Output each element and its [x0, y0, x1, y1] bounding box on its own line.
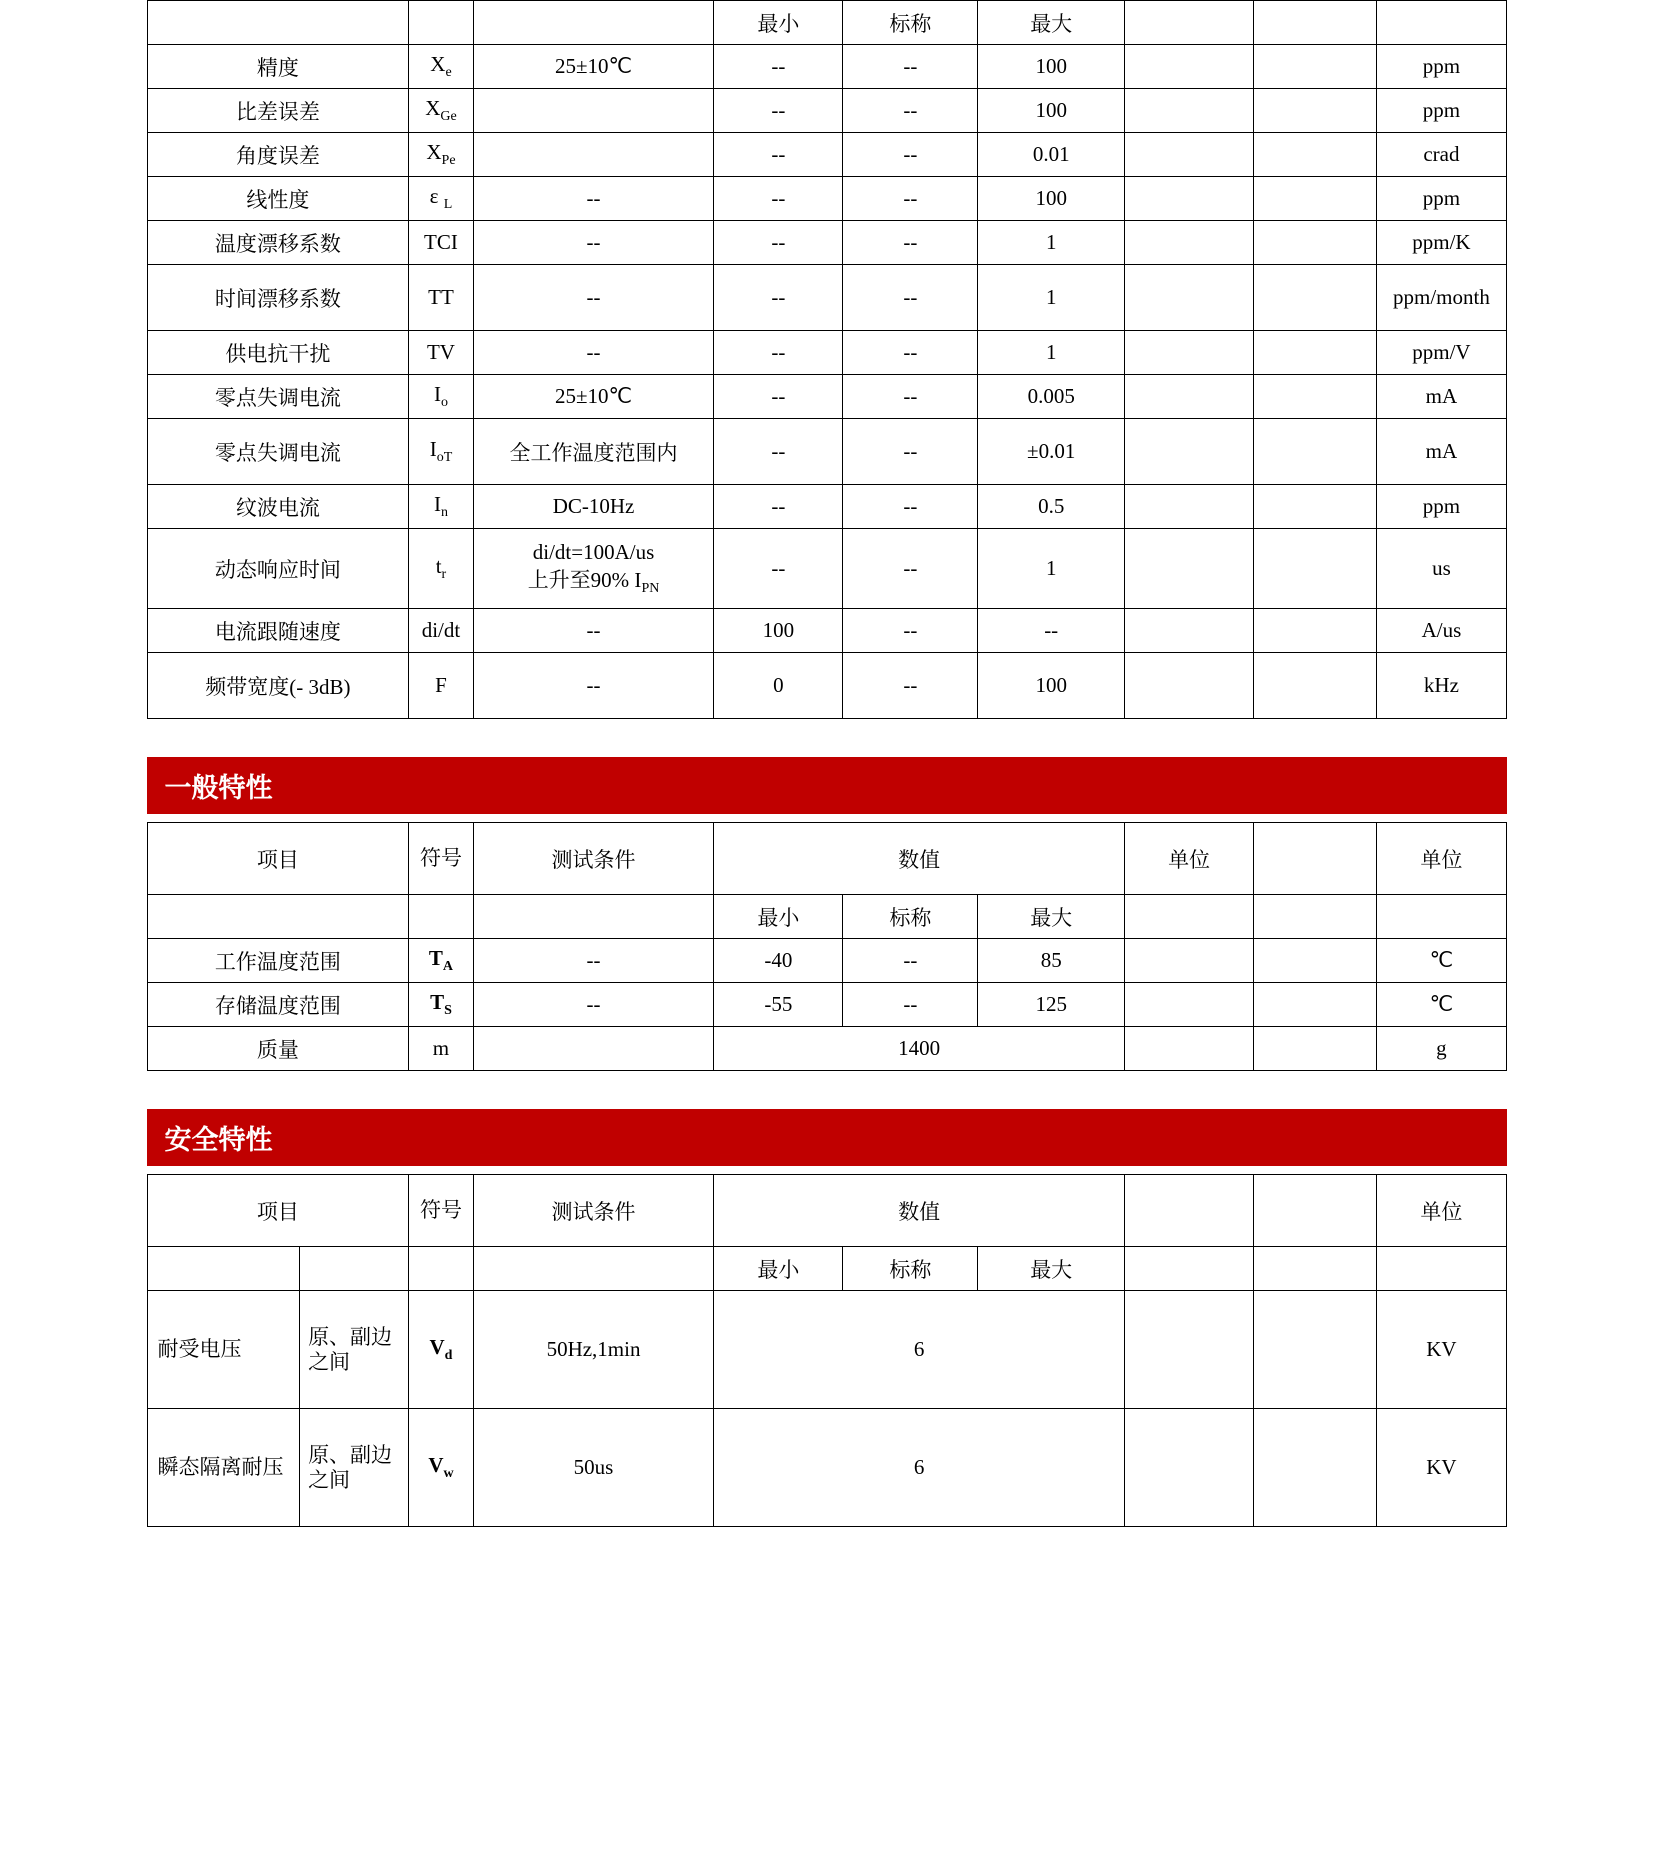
subheader-max: 最大 — [978, 1, 1125, 45]
blank-cell — [1125, 1027, 1254, 1071]
table-row — [147, 419, 1506, 485]
blank-cell — [1125, 45, 1254, 89]
param-name: 供电抗干扰 — [147, 331, 409, 375]
header-blank-2 — [1254, 1175, 1377, 1247]
param-unit: mA — [1377, 375, 1506, 419]
param-symbol: ε $_L$ — [409, 177, 474, 221]
table-row — [147, 1291, 1506, 1409]
blank-cell — [1125, 895, 1254, 939]
blank-cell — [1125, 939, 1254, 983]
param-max: 100 — [978, 89, 1125, 133]
general-characteristics-table — [147, 822, 1507, 1071]
electrical-characteristics-table — [147, 0, 1507, 719]
blank-cell — [1254, 419, 1377, 485]
param-max: 1 — [978, 265, 1125, 331]
param-condition: 25±10℃ — [473, 45, 714, 89]
table-row — [147, 1027, 1506, 1071]
blank-cell — [1254, 221, 1377, 265]
param-name: 瞬态隔离耐压 — [147, 1409, 300, 1527]
header-unit-1: 单位 — [1125, 823, 1254, 895]
blank-cell — [1254, 265, 1377, 331]
blank-cell — [300, 1247, 409, 1291]
param-unit: kHz — [1377, 653, 1506, 719]
blank-cell — [1125, 331, 1254, 375]
param-condition: 50us — [473, 1409, 714, 1527]
param-min: 0 — [714, 653, 843, 719]
param-name: 工作温度范围 — [147, 939, 409, 983]
subheader-min: 最小 — [714, 895, 843, 939]
table-row — [147, 653, 1506, 719]
blank-cell — [147, 895, 409, 939]
blank-cell — [1125, 485, 1254, 529]
param-symbol: di/dt — [409, 609, 474, 653]
param-symbol: $V_d$ — [409, 1291, 474, 1409]
param-symbol: $T_A$ — [409, 939, 474, 983]
param-symbol: $X_e$ — [409, 45, 474, 89]
spacer — [0, 814, 1653, 822]
param-name: 角度误差 — [147, 133, 409, 177]
param-nom: -- — [843, 529, 978, 609]
table-row — [147, 89, 1506, 133]
table-row — [147, 609, 1506, 653]
blank-cell — [1254, 983, 1377, 1027]
param-condition: 全工作温度范围内 — [473, 419, 714, 485]
param-symbol: m — [409, 1027, 474, 1071]
subheader-min: 最小 — [714, 1, 843, 45]
param-name: 精度 — [147, 45, 409, 89]
param-max: -- — [978, 609, 1125, 653]
param-min: -- — [714, 89, 843, 133]
table-row — [147, 221, 1506, 265]
table-row — [147, 177, 1506, 221]
blank-cell — [1254, 331, 1377, 375]
table-subheader-row — [147, 1247, 1506, 1291]
blank-cell — [1125, 221, 1254, 265]
table-row — [147, 983, 1506, 1027]
blank-cell — [1125, 653, 1254, 719]
param-unit: ppm — [1377, 89, 1506, 133]
param-nom: -- — [843, 485, 978, 529]
header-condition: 测试条件 — [473, 823, 714, 895]
param-symbol: $X_{Ge}$ — [409, 89, 474, 133]
param-unit: ℃ — [1377, 983, 1506, 1027]
table-row — [147, 939, 1506, 983]
blank-cell — [1125, 1, 1254, 45]
param-nom: -- — [843, 331, 978, 375]
param-max: 100 — [978, 45, 1125, 89]
blank-cell — [1254, 529, 1377, 609]
blank-cell — [1254, 1, 1377, 45]
param-max: 85 — [978, 939, 1125, 983]
param-unit: ppm/V — [1377, 331, 1506, 375]
blank-cell — [1254, 1409, 1377, 1527]
blank-cell — [1125, 609, 1254, 653]
param-name: 存储温度范围 — [147, 983, 409, 1027]
param-unit: KV — [1377, 1409, 1506, 1527]
param-condition: DC-10Hz — [473, 485, 714, 529]
table-row — [147, 45, 1506, 89]
safety-characteristics-table — [147, 1174, 1507, 1527]
param-condition: -- — [473, 939, 714, 983]
param-max: 0.005 — [978, 375, 1125, 419]
param-unit: mA — [1377, 419, 1506, 485]
blank-cell — [1125, 1291, 1254, 1409]
param-min: -- — [714, 45, 843, 89]
param-unit: ppm/K — [1377, 221, 1506, 265]
subheader-nom: 标称 — [843, 1, 978, 45]
header-blank-1 — [1125, 1175, 1254, 1247]
param-nom: -- — [843, 221, 978, 265]
table-header-row — [147, 823, 1506, 895]
param-value-merged: 6 — [714, 1291, 1125, 1409]
param-max: 1 — [978, 221, 1125, 265]
param-symbol: $X_{Pe}$ — [409, 133, 474, 177]
param-unit: ppm — [1377, 45, 1506, 89]
param-min: -- — [714, 485, 843, 529]
header-item: 项目 — [147, 1175, 409, 1247]
param-name: 质量 — [147, 1027, 409, 1071]
param-symbol: TT — [409, 265, 474, 331]
param-nom: -- — [843, 609, 978, 653]
param-min: -- — [714, 419, 843, 485]
table-row — [147, 1409, 1506, 1527]
table-row — [147, 265, 1506, 331]
param-name: 零点失调电流 — [147, 419, 409, 485]
blank-cell — [473, 1027, 714, 1071]
param-min: -40 — [714, 939, 843, 983]
table-row — [147, 133, 1506, 177]
table-subheader-row — [147, 1, 1506, 45]
param-symbol: $I_o$ — [409, 375, 474, 419]
blank-cell — [1125, 133, 1254, 177]
param-min: -- — [714, 529, 843, 609]
header-value: 数值 — [714, 1175, 1125, 1247]
param-nom: -- — [843, 265, 978, 331]
blank-cell — [1254, 45, 1377, 89]
section-title-general: 一般特性 — [147, 757, 1507, 814]
blank-cell — [1377, 895, 1506, 939]
param-name: 时间漂移系数 — [147, 265, 409, 331]
param-nom: -- — [843, 419, 978, 485]
subheader-max: 最大 — [978, 895, 1125, 939]
param-max: 100 — [978, 653, 1125, 719]
param-min: -- — [714, 177, 843, 221]
blank-cell — [1254, 177, 1377, 221]
blank-cell — [1254, 89, 1377, 133]
param-unit: ℃ — [1377, 939, 1506, 983]
param-unit: ppm/month — [1377, 265, 1506, 331]
blank-cell — [1125, 1409, 1254, 1527]
param-unit: us — [1377, 529, 1506, 609]
blank-cell — [1254, 653, 1377, 719]
blank-cell — [1125, 529, 1254, 609]
subheader-nom: 标称 — [843, 895, 978, 939]
param-condition: 25±10℃ — [473, 375, 714, 419]
blank-cell — [1254, 1291, 1377, 1409]
param-nom: -- — [843, 983, 978, 1027]
param-name: 频带宽度(- 3dB) — [147, 653, 409, 719]
param-condition: -- — [473, 331, 714, 375]
header-value: 数值 — [714, 823, 1125, 895]
param-unit: ppm — [1377, 177, 1506, 221]
subheader-min: 最小 — [714, 1247, 843, 1291]
blank-cell — [409, 1, 474, 45]
param-unit: ppm — [1377, 485, 1506, 529]
param-condition: -- — [473, 177, 714, 221]
param-nom: -- — [843, 653, 978, 719]
header-blank — [1254, 823, 1377, 895]
blank-cell — [147, 1, 409, 45]
param-min: -- — [714, 133, 843, 177]
param-max: 125 — [978, 983, 1125, 1027]
param-symbol: $I_{oT}$ — [409, 419, 474, 485]
condition-line-2: 上升至90% $I_{PN}$ — [527, 568, 660, 597]
header-symbol: 符号 — [409, 823, 474, 895]
param-symbol: TV — [409, 331, 474, 375]
param-name: 耐受电压 — [147, 1291, 300, 1409]
header-unit: 单位 — [1377, 1175, 1506, 1247]
blank-cell — [1254, 485, 1377, 529]
param-name: 比差误差 — [147, 89, 409, 133]
param-unit: g — [1377, 1027, 1506, 1071]
blank-cell — [1125, 265, 1254, 331]
table-row — [147, 331, 1506, 375]
param-side: 原、副边之间 — [300, 1291, 409, 1409]
blank-cell — [1254, 939, 1377, 983]
param-nom: -- — [843, 375, 978, 419]
spacer — [0, 719, 1653, 757]
blank-cell — [1254, 1027, 1377, 1071]
table-row — [147, 375, 1506, 419]
subheader-nom: 标称 — [843, 1247, 978, 1291]
param-min: -- — [714, 331, 843, 375]
blank-cell — [409, 895, 474, 939]
param-max: 100 — [978, 177, 1125, 221]
param-nom: -- — [843, 45, 978, 89]
param-name: 纹波电流 — [147, 485, 409, 529]
param-value-merged: 6 — [714, 1409, 1125, 1527]
blank-cell — [1125, 89, 1254, 133]
blank-cell — [473, 1247, 714, 1291]
param-max: ±0.01 — [978, 419, 1125, 485]
blank-cell — [1377, 1, 1506, 45]
param-side: 原、副边之间 — [300, 1409, 409, 1527]
param-min: -55 — [714, 983, 843, 1027]
blank-cell — [473, 895, 714, 939]
param-min: -- — [714, 265, 843, 331]
param-condition — [473, 89, 714, 133]
table-header-row — [147, 1175, 1506, 1247]
param-max: 0.5 — [978, 485, 1125, 529]
param-max: 1 — [978, 529, 1125, 609]
blank-cell — [1125, 419, 1254, 485]
param-min: -- — [714, 221, 843, 265]
param-nom: -- — [843, 177, 978, 221]
param-name: 温度漂移系数 — [147, 221, 409, 265]
param-nom: -- — [843, 133, 978, 177]
param-unit: A/us — [1377, 609, 1506, 653]
param-symbol: $I_n$ — [409, 485, 474, 529]
param-condition: -- — [473, 983, 714, 1027]
blank-cell — [1125, 375, 1254, 419]
table-row — [147, 485, 1506, 529]
param-nom: -- — [843, 939, 978, 983]
param-name: 电流跟随速度 — [147, 609, 409, 653]
param-min: -- — [714, 375, 843, 419]
blank-cell — [1125, 1247, 1254, 1291]
param-name: 线性度 — [147, 177, 409, 221]
param-condition: -- — [473, 609, 714, 653]
param-value-merged: 1400 — [714, 1027, 1125, 1071]
blank-cell — [1254, 1247, 1377, 1291]
param-condition — [473, 133, 714, 177]
param-condition: -- — [473, 221, 714, 265]
blank-cell — [473, 1, 714, 45]
blank-cell — [1254, 895, 1377, 939]
header-condition: 测试条件 — [473, 1175, 714, 1247]
spacer — [0, 1071, 1653, 1109]
param-symbol: $t_r$ — [409, 529, 474, 609]
subheader-max: 最大 — [978, 1247, 1125, 1291]
header-symbol: 符号 — [409, 1175, 474, 1247]
table-subheader-row — [147, 895, 1506, 939]
condition-line-1: di/dt=100A/us — [532, 539, 655, 564]
blank-cell — [1254, 609, 1377, 653]
param-condition: 50Hz,1min — [473, 1291, 714, 1409]
param-symbol: $V_w$ — [409, 1409, 474, 1527]
param-name: 动态响应时间 — [147, 529, 409, 609]
spacer — [0, 1166, 1653, 1174]
param-condition: -- — [473, 265, 714, 331]
param-max: 0.01 — [978, 133, 1125, 177]
blank-cell — [147, 1247, 300, 1291]
blank-cell — [1377, 1247, 1506, 1291]
section-title-safety: 安全特性 — [147, 1109, 1507, 1166]
param-symbol: $T_S$ — [409, 983, 474, 1027]
param-nom: -- — [843, 89, 978, 133]
blank-cell — [409, 1247, 474, 1291]
blank-cell — [1125, 177, 1254, 221]
header-unit-2: 单位 — [1377, 823, 1506, 895]
param-condition: -- — [473, 653, 714, 719]
blank-cell — [1254, 133, 1377, 177]
param-max: 1 — [978, 331, 1125, 375]
blank-cell — [1254, 375, 1377, 419]
param-min: 100 — [714, 609, 843, 653]
param-symbol: F — [409, 653, 474, 719]
param-unit: KV — [1377, 1291, 1506, 1409]
header-item: 项目 — [147, 823, 409, 895]
param-symbol: TCI — [409, 221, 474, 265]
blank-cell — [1125, 983, 1254, 1027]
param-unit: crad — [1377, 133, 1506, 177]
param-name: 零点失调电流 — [147, 375, 409, 419]
table-row — [147, 529, 1506, 609]
param-condition — [473, 529, 714, 609]
